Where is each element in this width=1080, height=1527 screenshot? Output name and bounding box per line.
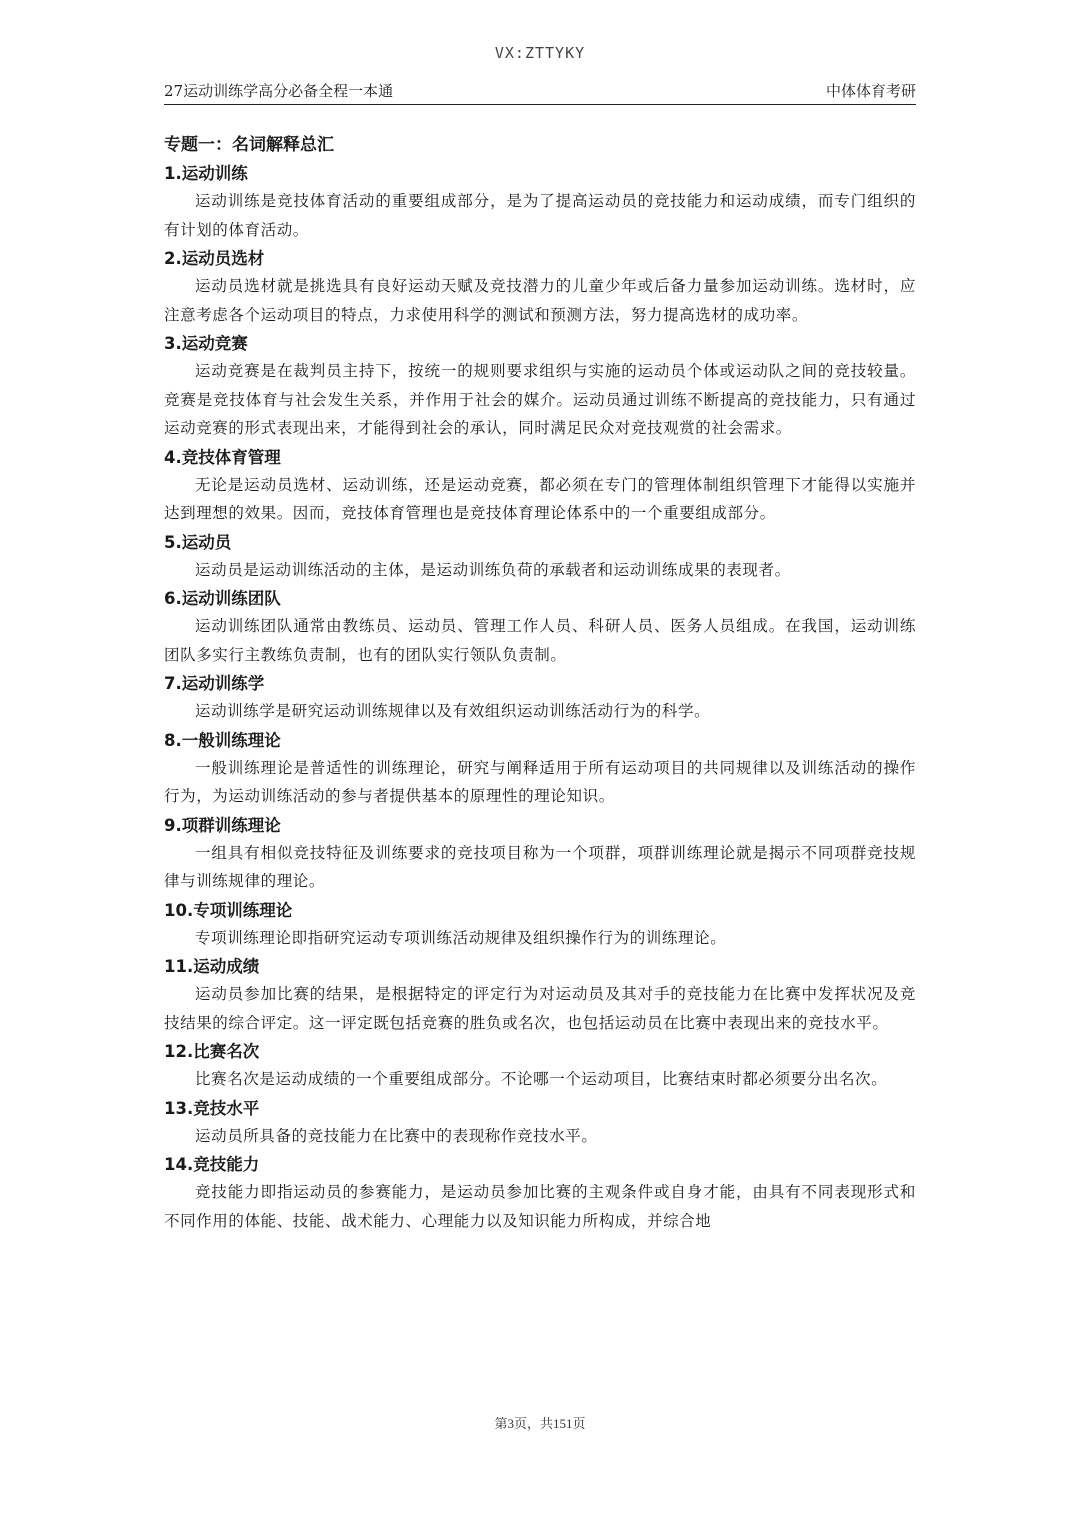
glossary-entry	[164, 728, 916, 811]
glossary-entry	[164, 246, 916, 329]
glossary-entry	[164, 331, 916, 443]
header-publisher: 中体体育考研	[825, 82, 916, 100]
entry-definition: 无论是运动员选材、运动训练，还是运动竞赛，都必须在专门的管理体制组织管理下才能得以实施并达到理想的效果。因而，竞技体育管理也是竞技体育理论体系中的一个重要组成部分。	[164, 475, 916, 522]
document-body	[164, 132, 916, 1237]
header-book-title: 27运动训练学高分必备全程一本通	[164, 82, 394, 100]
entry-term: 13.竞技水平	[164, 1098, 260, 1118]
entry-term: 10.专项训练理论	[164, 900, 293, 920]
entry-term: 14.竞技能力	[164, 1155, 260, 1174]
entry-definition: 一般训练理论是普适性的训练理论，研究与阐释适用于所有运动项目的共同规律以及训练活动的操作行为，为运动训练活动的参与者提供基本的原理性的理论知识。	[164, 758, 916, 805]
entry-term: 12.比赛名次	[164, 1042, 260, 1061]
glossary-entry	[164, 530, 916, 585]
entry-term: 5.运动员	[164, 532, 232, 552]
entry-definition: 专项训练理论即指研究运动专项训练活动规律及组织操作行为的训练理论。	[195, 928, 727, 947]
entry-term: 3.运动竞赛	[164, 334, 248, 353]
entry-term: 8.一般训练理论	[164, 730, 281, 750]
entry-definition: 一组具有相似竞技特征及训练要求的竞技项目称为一个项群，项群训练理论就是揭示不同项群竞技规律与训练规律的理论。	[164, 843, 916, 890]
glossary-entry	[164, 954, 916, 1037]
glossary-entry	[164, 813, 916, 896]
glossary-entry	[164, 898, 916, 953]
entry-term: 2.运动员选材	[164, 249, 265, 268]
entry-definition: 运动竞赛是在裁判员主持下，按统一的规则要求组织与实施的运动员个体或运动队之间的竞技较量。竞赛是竞技体育与社会发生关系，并作用于社会的媒介。运动员通过训练不断提高的竞技能力，只有通过运动竞赛的形式表现出来，才能得到社会的承认，同时满足民众对竞技观赏的社会需求。	[164, 362, 916, 437]
entry-term: 11.运动成绩	[164, 957, 260, 976]
glossary-entry	[164, 161, 916, 244]
entry-term: 9.项群训练理论	[164, 815, 281, 835]
glossary-entry	[164, 1096, 916, 1151]
entry-definition: 运动员是运动训练活动的主体，是运动训练负荷的承载者和运动训练成果的表现者。	[195, 560, 791, 579]
glossary-entry	[164, 445, 916, 528]
glossary-list	[164, 161, 916, 1235]
glossary-entry	[164, 586, 916, 669]
entry-term: 7.运动训练学	[164, 674, 265, 693]
entry-definition: 运动员所具备的竞技能力在比赛中的表现称作竞技水平。	[195, 1126, 598, 1145]
glossary-entry	[164, 1039, 916, 1094]
glossary-entry	[164, 1152, 916, 1235]
entry-term: 1.运动训练	[164, 164, 248, 183]
entry-definition: 比赛名次是运动成绩的一个重要组成部分。不论哪一个运动项目，比赛结束时都必须要分出名次。	[195, 1070, 888, 1088]
watermark-text: VX:ZTTYKY	[494, 44, 586, 62]
entry-definition: 运动训练学是研究运动训练规律以及有效组织运动训练活动行为的科学。	[195, 702, 711, 720]
page-header	[164, 78, 916, 105]
entry-definition: 运动员选材就是挑选具有良好运动天赋及竞技潜力的儿童少年或后备力量参加运动训练。选材时，应注意考虑各个运动项目的特点，力求使用科学的测试和预测方法，努力提高选材的成功率。	[164, 277, 916, 324]
entry-definition: 竞技能力即指运动员的参赛能力，是运动员参加比赛的主观条件或自身才能，由具有不同表现形式和不同作用的体能、技能、战术能力、心理能力以及知识能力所构成，并综合地	[164, 1183, 916, 1230]
entry-definition: 运动训练是竞技体育活动的重要组成部分，是为了提高运动员的竞技能力和运动成绩，而专门组织的有计划的体育活动。	[164, 192, 916, 239]
entry-term: 6.运动训练团队	[164, 589, 281, 608]
entry-term: 4.竞技体育管理	[164, 447, 281, 467]
page-number: 第3页，共151页	[494, 1416, 586, 1431]
topic-title: 专题一：名词解释总汇	[164, 135, 334, 155]
entry-definition: 运动训练团队通常由教练员、运动员、管理工作人员、科研人员、医务人员组成。在我国，运动训练团队多实行主教练负责制，也有的团队实行领队负责制。	[164, 617, 916, 664]
entry-definition: 运动员参加比赛的结果，是根据特定的评定行为对运动员及其对手的竞技能力在比赛中发挥状况及竞技结果的综合评定。这一评定既包括竞赛的胜负或名次，也包括运动员在比赛中表现出来的竞技水平。	[164, 985, 916, 1032]
glossary-entry	[164, 671, 916, 726]
